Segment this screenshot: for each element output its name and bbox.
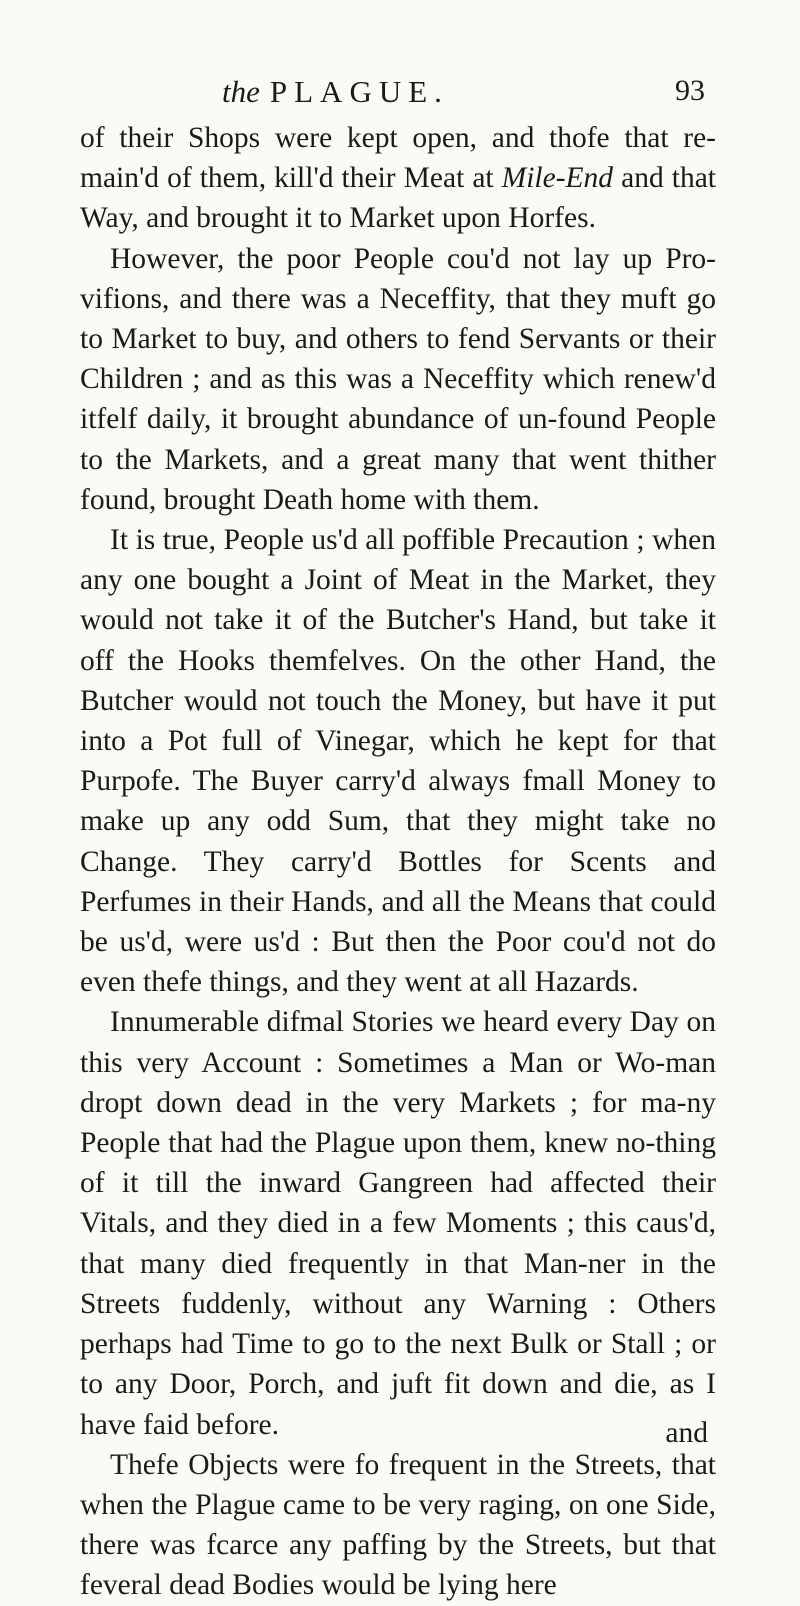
place-name-mile-end: Mile-End xyxy=(501,162,614,195)
running-title-main: PLAGUE. xyxy=(269,74,449,109)
paragraph-1-text: of their Shops were kept open, and thofe that re-main'd of them, kill'd their Meat at xyxy=(80,122,716,195)
running-title xyxy=(222,74,449,110)
running-title-the: the xyxy=(222,74,260,109)
paragraph-5: Thefe Objects were fo frequent in the Streets, that when the Plague came to be very raging, on one Side, there was fcarce any paffing by the Streets, but that feveral dead Bodies would be lying here xyxy=(80,1448,716,1602)
catchword: and xyxy=(665,1417,708,1449)
body-text xyxy=(80,118,716,1606)
paragraph-1 xyxy=(80,118,716,239)
page-number: 93 xyxy=(675,74,705,107)
paragraph-4: Innumerable difmal Stories we heard every Day on this very Account : Sometimes a Man or Wo-man dropt down dead in the very Markets ; for ma-ny People that had the Plague upon them, knew no-thing of it till the inward Gangreen had affected their Vitals, and they died in a few Moments ; this caus'd, that many died frequently in that Man-ner in the Streets fuddenly, without any Warning : Others perhaps had Time to go to the next Bulk or Stall ; or to any Door, Porch, and juft fit down and die, as I have faid before. xyxy=(80,1006,716,1441)
paragraph-3: It is true, People us'd all poffible Precaution ; when any one bought a Joint of Meat in the Market, they would not take it of the Butcher's Hand, but take it off the Hooks themfelves. On the other Hand, the Butcher would not touch the Money, but have it put into a Pot full of Vinegar, which he kept for that Purpofe. The Buyer carry'd always fmall Money to make up any odd Sum, that they might take no Change. They carry'd Bottles for Scents and Perfumes in their Hands, and all the Means that could be us'd, were us'd : But then the Poor cou'd not do even thefe things, and they went at all Hazards. xyxy=(80,524,716,999)
page-header xyxy=(120,74,705,114)
paragraph-2: However, the poor People cou'd not lay up Pro-vifions, and there was a Neceffity, that they muft go to Market to buy, and others to fend Servants or their Children ; and as this was a Neceffity which renew'd itfelf daily, it brought abundance of un-found People to the Markets, and a great many that went thither found, brought Death home with them. xyxy=(80,242,716,516)
paragraph-1-text-end: and that Way, and brought it to Market upon Horfes. xyxy=(80,162,716,235)
